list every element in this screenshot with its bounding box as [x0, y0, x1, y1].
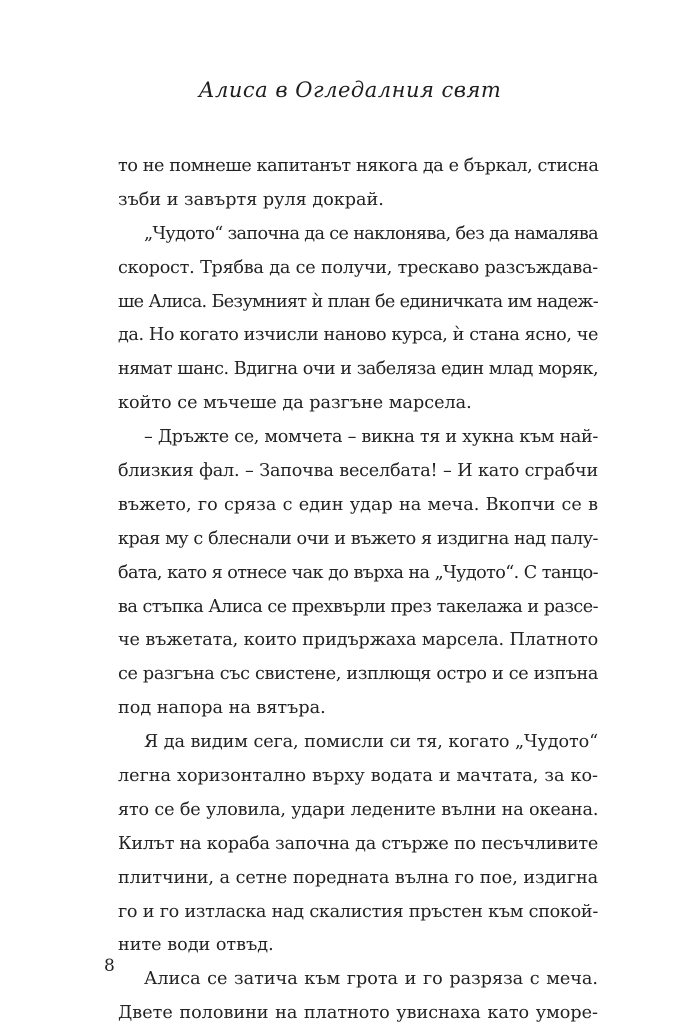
text-line: близкия фал. – Започва веселбата! – И като сграбчи [118, 461, 598, 482]
text-line: ва стъпка Алиса се прехвърли през такелажа и разсе- [118, 596, 598, 617]
running-header: Алиса в Огледалния свят [198, 78, 502, 102]
text-line: Алиса се затича към грота и го разряза с меча. [144, 969, 598, 990]
text-line: който се мъчеше да разгъне марсела. [118, 393, 472, 414]
text-line: скорост. Трябва да се получи, трескаво разсъждава- [118, 257, 598, 278]
text-line: то не помнеше капитанът някога да е бъркал, стисна [118, 156, 599, 176]
text-line: въжето, го сряза с един удар на меча. Вкопчи се в [118, 494, 598, 515]
text-line: ше Алиса. Безумният ѝ план бе единичката им надеж- [118, 291, 598, 312]
page-number: 8 [104, 956, 115, 976]
body-text [118, 150, 598, 1031]
text-line: – Дръжте се, момчета – викна тя и хукна към най- [144, 427, 598, 448]
text-line: зъби и завъртя руля докрай. [118, 189, 384, 210]
text-line: под напора на вятъра. [118, 698, 326, 719]
text-line: плитчини, а сетне поредната вълна го пое, издигна [118, 867, 598, 888]
text-line: легна хоризонтално върху водата и мачтата, за ко- [118, 766, 598, 787]
text-line: ято се бе уловила, удари ледените вълни на океана. [118, 799, 599, 820]
text-line: края му с блеснали очи и въжето я издигна над палу- [118, 528, 598, 549]
text-line: нямат шанс. Вдигна очи и забеляза един млад моряк, [118, 359, 598, 380]
text-line: Я да видим сега, помисли си тя, когато „Чудото“ [144, 732, 598, 753]
text-line: бата, като я отнесе чак до върха на „Чудото“. С танцо- [118, 562, 598, 583]
text-line: се разгъна със свистене, изплющя остро и се изпъна [118, 664, 598, 685]
text-line: ните води отвъд. [118, 935, 274, 956]
text-line: Двете половини на платното увиснаха като уморе- [118, 1003, 598, 1024]
text-line: „Чудото“ започна да се наклонява, без да намалява [144, 223, 598, 244]
text-line: го и го изтласка над скалистия пръстен към спокой- [118, 901, 598, 922]
text-line: Килът на кораба започна да стърже по песъчливите [118, 833, 598, 854]
text-line: че въжетата, които придържаха марсела. Платното [118, 630, 599, 651]
text-line: да. Но когато изчисли наново курса, ѝ стана ясно, че [118, 325, 598, 346]
